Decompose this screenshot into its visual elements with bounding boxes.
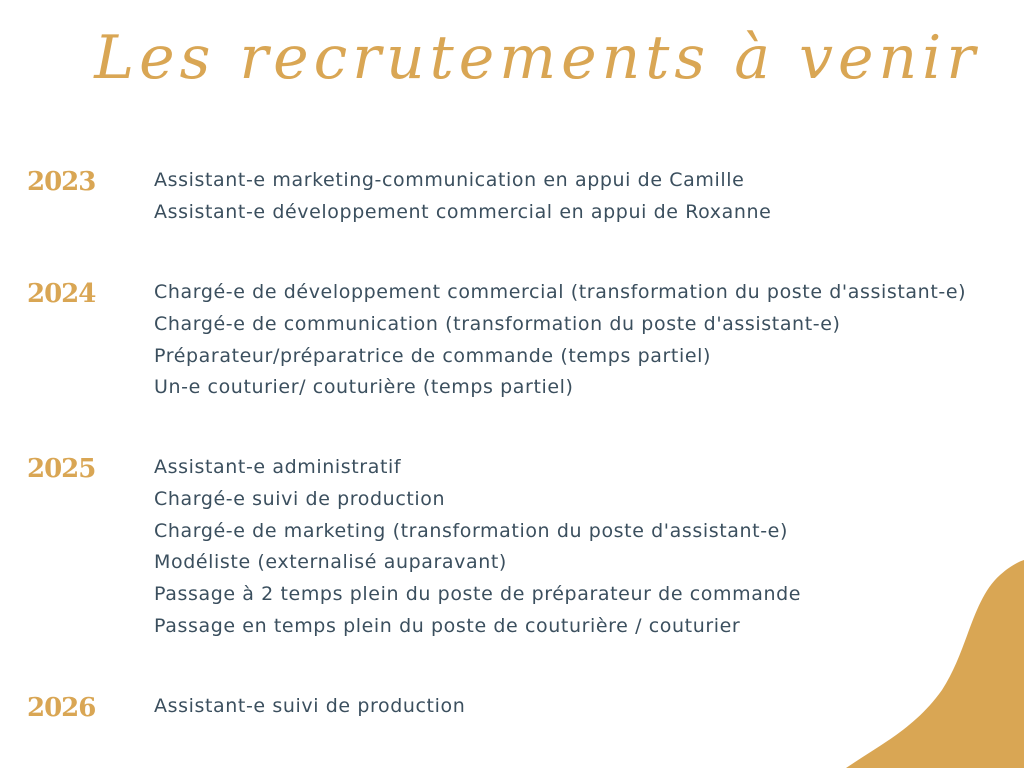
position-item: Assistant-e suivi de production <box>154 695 466 717</box>
position-list <box>154 165 771 229</box>
position-item: Chargé-e de marketing (transformation du poste d'assistant-e) <box>154 519 788 542</box>
position-item: Assistant-e administratif <box>154 456 402 478</box>
position-item: Assistant-e marketing-communication en appui de Camille <box>154 169 745 191</box>
position-item: Assistant-e développement commercial en appui de Roxanne <box>154 200 772 223</box>
position-list <box>154 452 801 643</box>
position-item: Préparateur/préparatrice de commande (temps partiel) <box>154 344 712 367</box>
position-item: Un-e couturier/ couturière (temps partiel) <box>154 376 574 399</box>
year-label: 2025 <box>27 454 96 484</box>
position-item: Passage à 2 temps plein du poste de préparateur de commande <box>154 583 802 606</box>
position-item: Chargé-e suivi de production <box>154 487 446 510</box>
position-item: Chargé-e de communication (transformation du poste d'assistant-e) <box>154 312 841 335</box>
year-label: 2024 <box>27 279 96 309</box>
year-label: 2026 <box>27 693 96 723</box>
position-item: Passage en temps plein du poste de couturière / couturier <box>154 614 741 637</box>
position-item: Chargé-e de développement commercial (transformation du poste d'assistant-e) <box>154 281 967 303</box>
position-list <box>154 691 465 723</box>
position-list <box>154 277 966 404</box>
page-title: Les recrutements à venir <box>94 23 980 93</box>
position-item: Modéliste (externalisé auparavant) <box>154 551 507 574</box>
year-label: 2023 <box>27 167 96 197</box>
